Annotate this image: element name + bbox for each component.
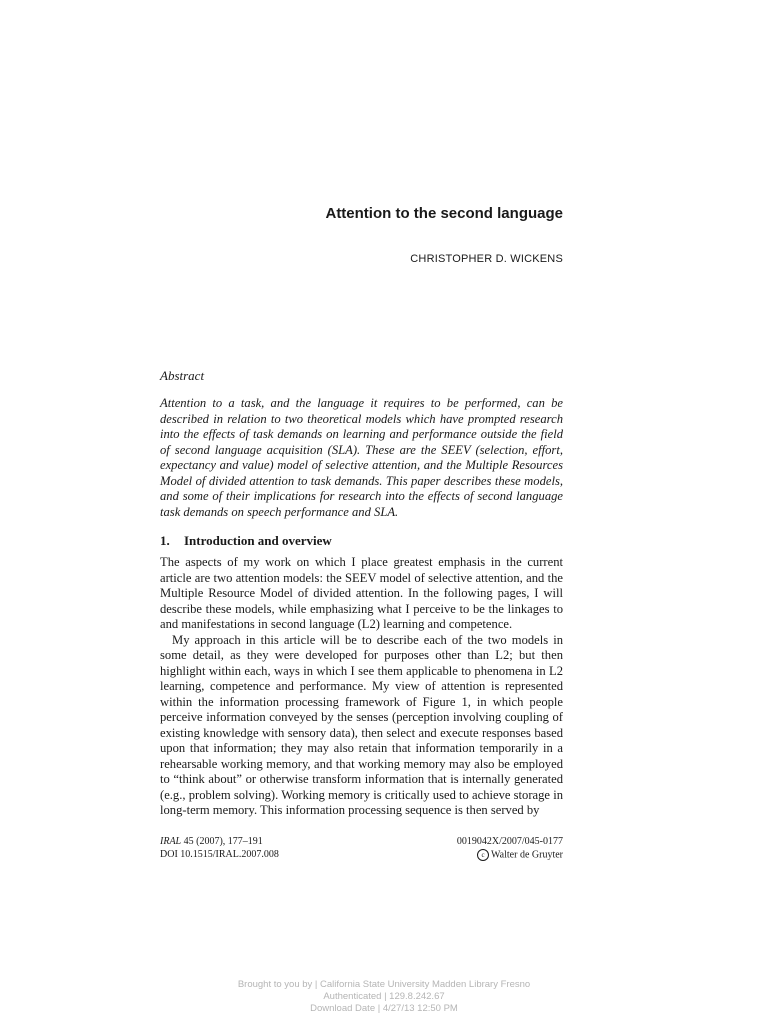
watermark-line: Download Date | 4/27/13 12:50 PM (310, 1003, 458, 1014)
journal-name: IRAL (160, 836, 182, 847)
download-watermark (0, 979, 768, 1015)
body-paragraph: The aspects of my work on which I place greatest emphasis in the current article are two attention models: the SEEV model of selective attention, and the Multiple Resource Model of divided attention. In the following pages, I will describe these models, while emphasizing what I perceive to be the linkages to and manifestations in second language (L2) learning and competence. (160, 555, 563, 631)
watermark-line: Authenticated | 129.8.242.67 (323, 991, 445, 1002)
author-name: CHRISTOPHER D. WICKENS (410, 253, 563, 265)
issn-code: 0019042X/2007/045-0177 (456, 836, 563, 847)
body-paragraph: My approach in this article will be to describe each of the two models in some detail, as they were developed for purposes other than L2; but then highlight within each, ways in which I see them applicable to phenomena in L2 learning, competence and performance. My view of attention is represented within the information processing framework of Figure 1, in which people perceive information conveyed by the senses (perception involving coupling of existing knowledge with sensory data), then select and execute responses based upon that information; they may also retain that information temporarily in a rehearsable working memory, and that working memory may also be employed to “think about” or otherwise transform information that is internally generated (e.g., problem solving). Working memory is critically used to achieve storage in long-term memory. This information processing sequence is then served by (160, 632, 563, 817)
watermark-line: Brought to you by | California State University Madden Library Fresno (237, 979, 531, 990)
section-heading (160, 533, 332, 549)
copyright (477, 849, 563, 862)
page-footer (160, 836, 563, 861)
publisher-name: Walter de Gruyter (491, 848, 563, 860)
copyright-icon: c (477, 849, 489, 861)
doi: DOI 10.1515/IRAL.2007.008 (160, 848, 279, 860)
journal-citation (160, 836, 263, 849)
abstract-heading: Abstract (160, 368, 205, 383)
volume-pages: 45 (2007), 177–191 (181, 836, 263, 847)
article-title: Attention to the second language (325, 205, 563, 222)
abstract-text: Attention to a task, and the language it requires to be performed, can be described in relation to two theoretical models which have prompted research into the effects of task demands on learning and performance outside the field of second language acquisition (SLA). These are the SEEV (selection, effort, expectancy and value) model of selective attention, and the Multiple Resources Model of divided attention to task demands. This paper describes these models, and some of their implications for research into the effects of second language task demands on speech performance and SLA. (160, 396, 563, 519)
body-text (160, 555, 563, 819)
section-title: Introduction and overview (184, 533, 332, 548)
section-number: 1. (160, 533, 170, 548)
